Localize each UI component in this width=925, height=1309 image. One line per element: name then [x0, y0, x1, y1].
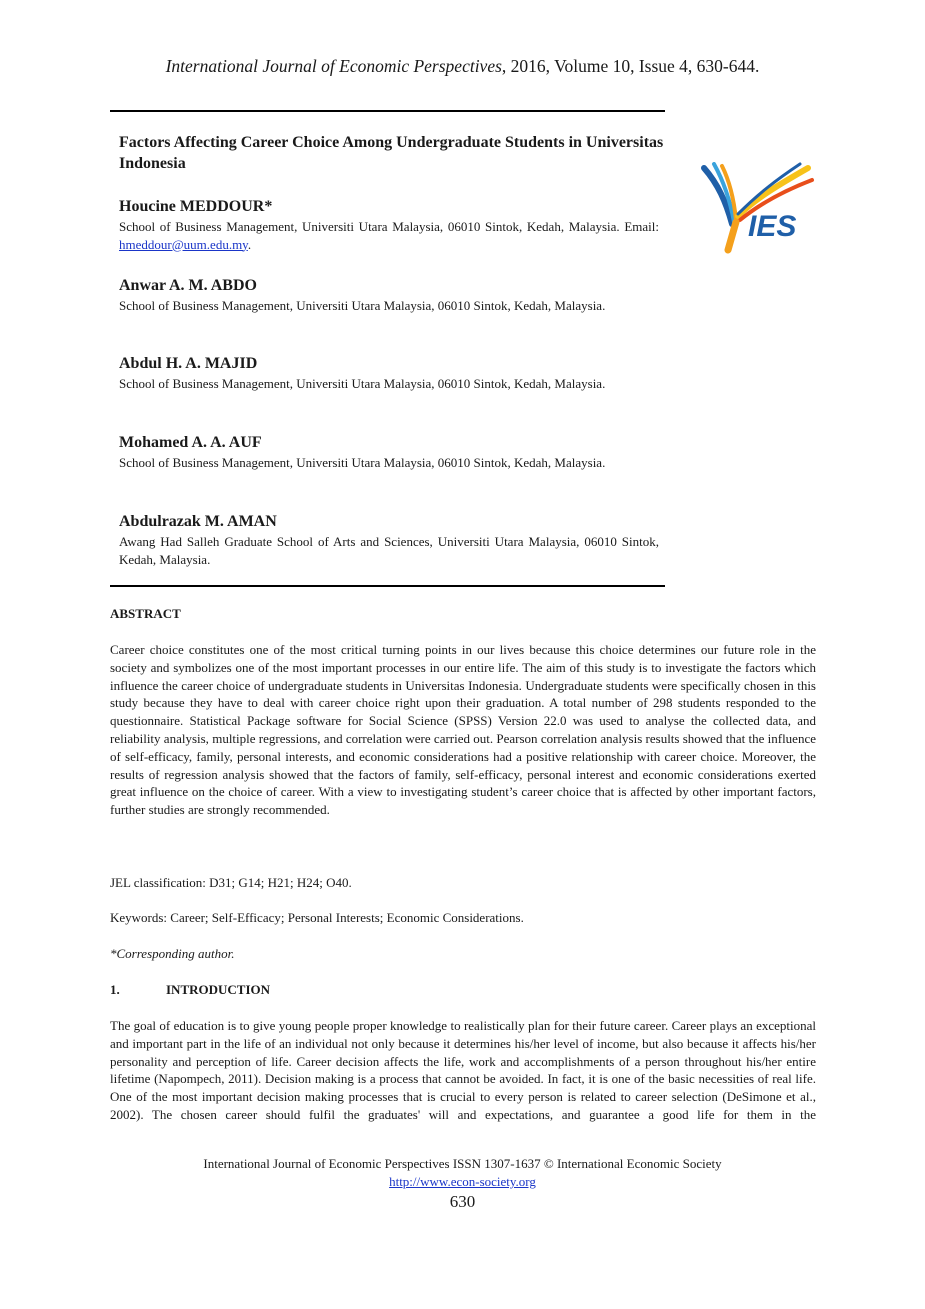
footer-url-link[interactable]: http://www.econ-society.org [389, 1174, 536, 1189]
author-affiliation: Awang Had Salleh Graduate School of Arts and Sciences, Universiti Utara Malaysia, 06010 Sintok, Kedah, Malaysia. [119, 534, 659, 567]
jel-classification: JEL classification: D31; G14; H21; H24; O40. [110, 875, 352, 890]
section-heading [110, 982, 270, 998]
author-name: Abdul H. A. MAJID [119, 355, 258, 372]
section-title: INTRODUCTION [166, 982, 271, 997]
author-affiliation: School of Business Management, Universiti Utara Malaysia, 06010 Sintok, Kedah, Malaysia. [119, 298, 606, 313]
top-divider [110, 110, 665, 112]
page-number: 630 [449, 1192, 476, 1211]
author-block [119, 354, 659, 393]
logo-text: IES [748, 210, 797, 243]
abstract-text: Career choice constitutes one of the most critical turning points in our lives because this choice determines our future role in the society and symbolizes one of the most important processes in our entire life. The aim of this study is to investigate the factors which influence the career choice of undergraduate students in Universitas Indonesia. Undergraduate students were specifically chosen in this study because they have to deal with career choice right upon their graduation. A total number of 298 students responded to the questionnaire. Statistical Package software for Social Science (SPSS) Version 22.0 was used to analyse the collected data, and reliability analysis, multiple regressions, and correlation were carried out. Pearson correlation analysis results showed that the influence of self-efficacy, family, personal interests, and economic considerations had a positive relationship with career choice. Moreover, the results of regression analysis showed that the factors of family, self-efficacy, personal interest and economic considerations exerted great influence on the choice of career. With a view to investigating student’s career choice that is affected by other important factors, further studies are strongly recommended. [110, 642, 816, 818]
author-name: Houcine MEDDOUR* [119, 198, 273, 215]
author-affiliation: School of Business Management, Universiti Utara Malaysia, 06010 Sintok, Kedah, Malaysia. [119, 455, 606, 470]
section-number: 1. [110, 982, 120, 997]
paper-title: Factors Affecting Career Choice Among Undergraduate Students in Universitas Indonesia [119, 134, 664, 172]
journal-citation: , 2016, Volume 10, Issue 4, 630-644. [501, 56, 760, 76]
author-affiliation: School of Business Management, Universiti Utara Malaysia, 06010 Sintok, Kedah, Malaysia. [119, 376, 606, 391]
introduction-text: The goal of education is to give young people proper knowledge to realistically plan for their future career. Career plays an exceptional and important part in the life of an individual not only because it determines his/her level of income, but also because it affects his/her personality and perception of life. Career decision affects the life, work and accomplishments of a person throughout his/her entire lifetime (Napompech, 2011). Decision making is a process that cannot be avoided. In fact, it is one of the basic necessities of real life. One of the most important decision making processes that is crucial to every person is related to career selection (DeSimone et al., 2002). The chosen career should fulfil the graduates' will and expectations, and guarantee a good life for them in the [110, 1018, 816, 1122]
keywords: Keywords: Career; Self-Efficacy; Personal Interests; Economic Considerations. [110, 910, 524, 925]
author-block [119, 276, 659, 315]
author-email-link[interactable]: hmeddour@uum.edu.my [119, 236, 248, 252]
ies-logo [700, 162, 818, 254]
bottom-divider [110, 585, 665, 587]
journal-name: International Journal of Economic Perspectives [165, 56, 502, 76]
author-block [119, 433, 659, 472]
author-name: Anwar A. M. ABDO [119, 277, 257, 294]
footer [0, 1155, 925, 1191]
author-affiliation: School of Business Management, Universiti Utara Malaysia, 06010 Sintok, Kedah, Malaysia. Email: hmeddour@uum.edu.my. [119, 219, 659, 252]
footer-line: International Journal of Economic Perspectives ISSN 1307-1637 © International Economic Society [203, 1156, 722, 1171]
author-block [119, 197, 659, 253]
running-header [0, 56, 925, 77]
author-block [119, 512, 659, 568]
author-name: Abdulrazak M. AMAN [119, 513, 277, 530]
abstract-heading: ABSTRACT [110, 606, 181, 621]
author-name: Mohamed A. A. AUF [119, 434, 262, 451]
corresponding-author-note: *Corresponding author. [110, 946, 235, 961]
